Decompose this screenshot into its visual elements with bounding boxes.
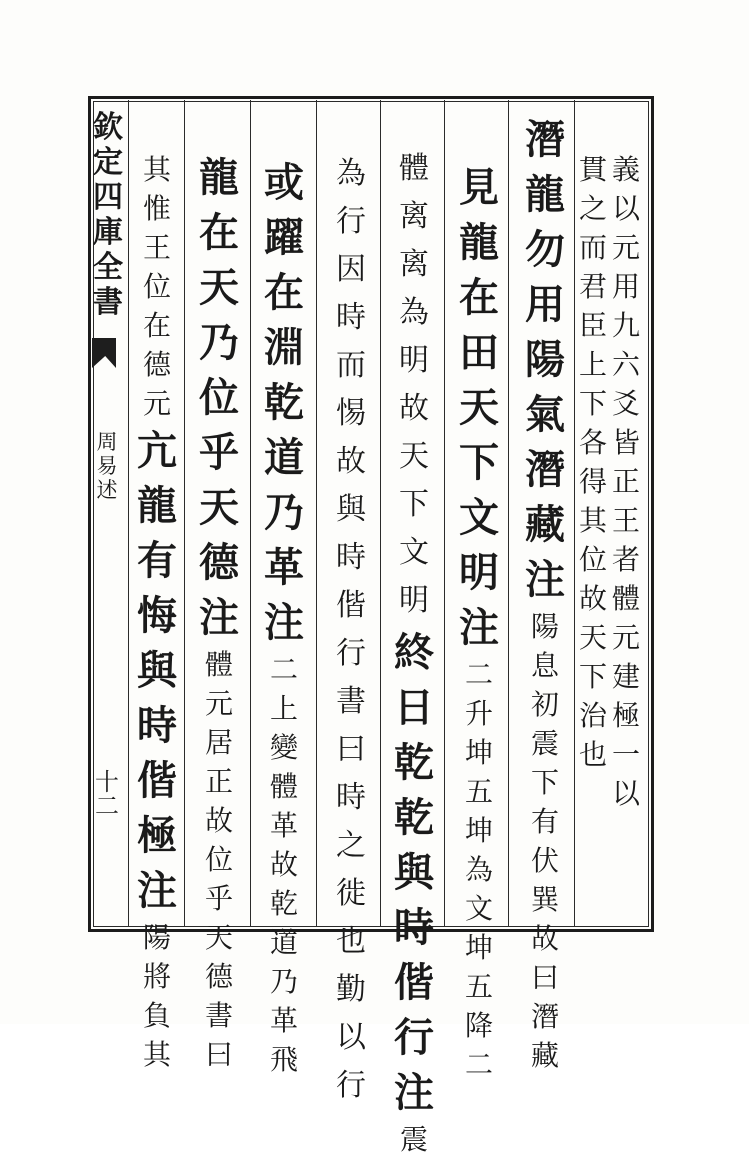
column-rule	[128, 100, 129, 927]
column-rule	[508, 100, 509, 927]
column-rule	[184, 100, 185, 927]
chapter-title: 周 易 述	[96, 430, 118, 502]
text-column-3	[520, 112, 570, 1075]
text-segment: 二 上 變 體 革 故 乾 道 乃 革 飛	[269, 653, 298, 1076]
text-segment: 或 躍 在 淵 乾 道 乃 革 注	[264, 159, 304, 646]
text-column-7	[258, 155, 310, 1079]
text-segment: 終 日 乾 乾 與 時 偕 行 注	[394, 629, 434, 1116]
text-column-4	[455, 160, 503, 1084]
text-segment: 為 行 因 時 而 惕 故 與 時 偕 行 書 曰 時 之 徙 也 勤 以 行	[336, 156, 366, 1103]
text-segment: 陽 息 初 震 下 有 伏 巽 故 曰 潛 藏	[530, 610, 559, 1072]
text-segment: 二 升 坤 五 坤 為 文 坤 五 降 二	[464, 658, 493, 1081]
column-rule	[444, 100, 445, 927]
book-title: 欽 定 四 庫 全 書	[93, 110, 123, 320]
text-segment: 陽 將 負 其	[142, 921, 171, 1071]
text-segment: 貫 之 而 君 臣 上 下 各 得 其 位 故 天 下 治 也	[578, 153, 607, 771]
page-number: 十二	[95, 768, 119, 820]
text-column-1	[608, 150, 644, 813]
column-rule	[316, 100, 317, 927]
text-segment: 龍 在 天 乃 位 乎 天 德 注	[199, 154, 239, 641]
column-rule	[250, 100, 251, 927]
text-segment: 體 元 居 正 故 位 乎 天 德 書 曰	[204, 648, 233, 1071]
text-segment: 亢 龍 有 悔 與 時 偕 極 注	[137, 427, 177, 914]
text-segment: 震	[399, 1123, 428, 1156]
column-rule	[574, 100, 575, 927]
text-segment: 潛 龍 勿 用 陽 氣 潛 藏 注	[525, 116, 565, 603]
text-segment: 其 惟 王 位 在 德 元	[142, 153, 171, 420]
column-rule	[380, 100, 381, 927]
text-segment: 義 以 元 用 九 六 爻 皆 正 王 者 體 元 建 極 一 以	[611, 153, 640, 810]
text-column-9	[132, 150, 182, 1074]
text-column-8	[193, 150, 245, 1074]
text-segment: 體 离 离 為 明 故 天 下 文 明	[399, 151, 429, 618]
text-column-5	[390, 145, 438, 1159]
text-column-2	[578, 150, 608, 774]
text-column-6	[328, 150, 374, 1110]
text-segment: 見 龍 在 田 天 下 文 明 注	[459, 164, 499, 651]
